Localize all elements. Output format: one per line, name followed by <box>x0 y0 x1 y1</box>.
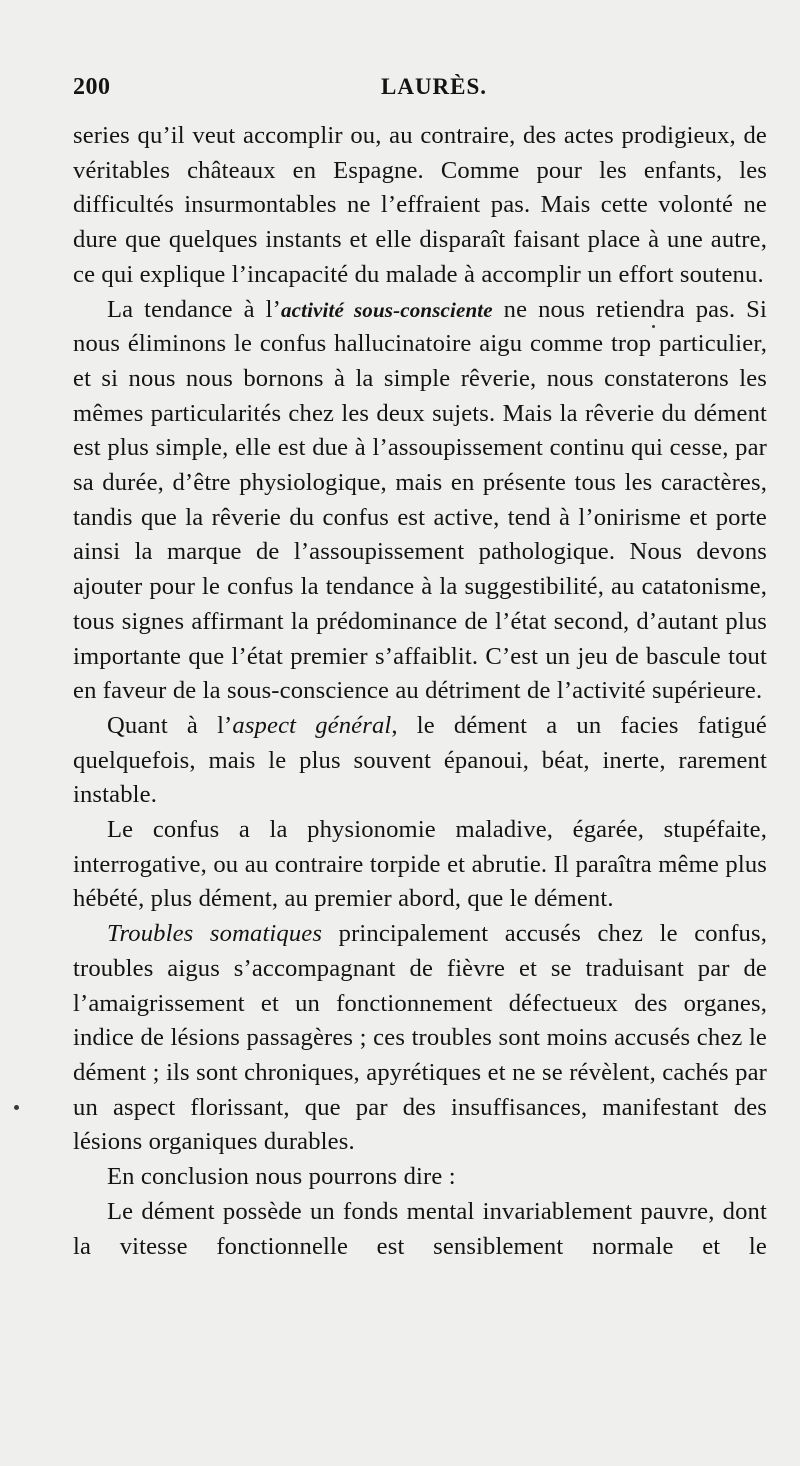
text-run: Le dément possède un fonds mental invariablement pauvre, dont la vitesse fonctionnelle est sensiblement normale et le <box>73 1197 767 1260</box>
emphasis-run: Troubles somatiques <box>107 920 323 948</box>
text-run: series qu’il veut accomplir ou, au contraire, des actes prodigieux, de véritables châteaux en Espagne. Comme pour les enfants, les difficultés insurmontables ne l’effraient pas. Mais cette volonté ne dure que quelques instants et elle disparaît faisant place à une autre, ce qui explique l’incapacité du malade à accomplir un effort soutenu. <box>73 122 767 288</box>
emphasis-run: aspect général <box>232 711 392 739</box>
paragraph-p7 <box>73 1195 767 1264</box>
body-text <box>73 119 767 1264</box>
text-run: ne nous retiendra pas. Si nous éliminons le confus hallucinatoire aigu comme trop particulier, et si nous nous bornons à la simple rêverie, nous constaterons les mêmes particularités chez les deux sujets. Mais la rêverie du dément est plus simple, elle est due à l’assoupissement continu qui cesse, par sa durée, d’être physiologique, mais en présente tous les caractères, tandis que la rêverie du confus est active, tend à l’onirisme et porte ainsi la marque de l’assoupissement pathologique. Nous devons ajouter pour le confus la tendance à la suggestibilité, au catatonisme, tous signes affirmant la prédominance de l’état second, d’autant plus importante que l’état premier s’affaiblit. C’est un jeu de bascule tout en faveur de la sous-conscience au détriment de l’activité supérieure. <box>73 295 767 705</box>
text-run: Quant à l’ <box>107 711 233 739</box>
text-run: La tendance à l’ <box>107 295 281 323</box>
text-run: En conclusion nous pourrons dire : <box>107 1163 456 1191</box>
paragraph-p5 <box>73 917 767 1160</box>
paragraph-p1 <box>73 119 767 293</box>
text-run: , le dément a un facies fatigué quelquefois, mais le plus souvent épanoui, béat, inerte, rarement instable. <box>73 711 767 809</box>
print-speck <box>652 325 655 328</box>
paragraph-p2 <box>73 293 767 709</box>
paragraph-p6 <box>73 1160 767 1195</box>
paragraph-p3 <box>73 709 767 813</box>
running-head: LAURÈS. <box>381 74 488 99</box>
text-run: principalement accusés chez le confus, troubles aigus s’accompagnant de fièvre et se traduisant par de l’amaigrissement et un fonctionnement défectueux des organes, indice de lésions passagères ; ces troubles sont moins accusés chez le dément ; ils sont chroniques, apyrétiques et ne se révèlent, cachés par un aspect florissant, que par des insuffisances, manifestant des lésions organiques durables. <box>73 920 767 1156</box>
page-number: 200 <box>73 74 111 100</box>
emphasis-run: activité sous-consciente <box>280 297 493 322</box>
paragraph-p4 <box>73 813 767 917</box>
print-speck <box>14 1105 19 1110</box>
text-run: Le confus a la physionomie maladive, égarée, stupéfaite, interrogative, ou au contraire torpide et abrutie. Il paraîtra même plus hébété, plus dément, au premier abord, que le dément. <box>73 816 767 913</box>
page-header <box>73 74 773 108</box>
